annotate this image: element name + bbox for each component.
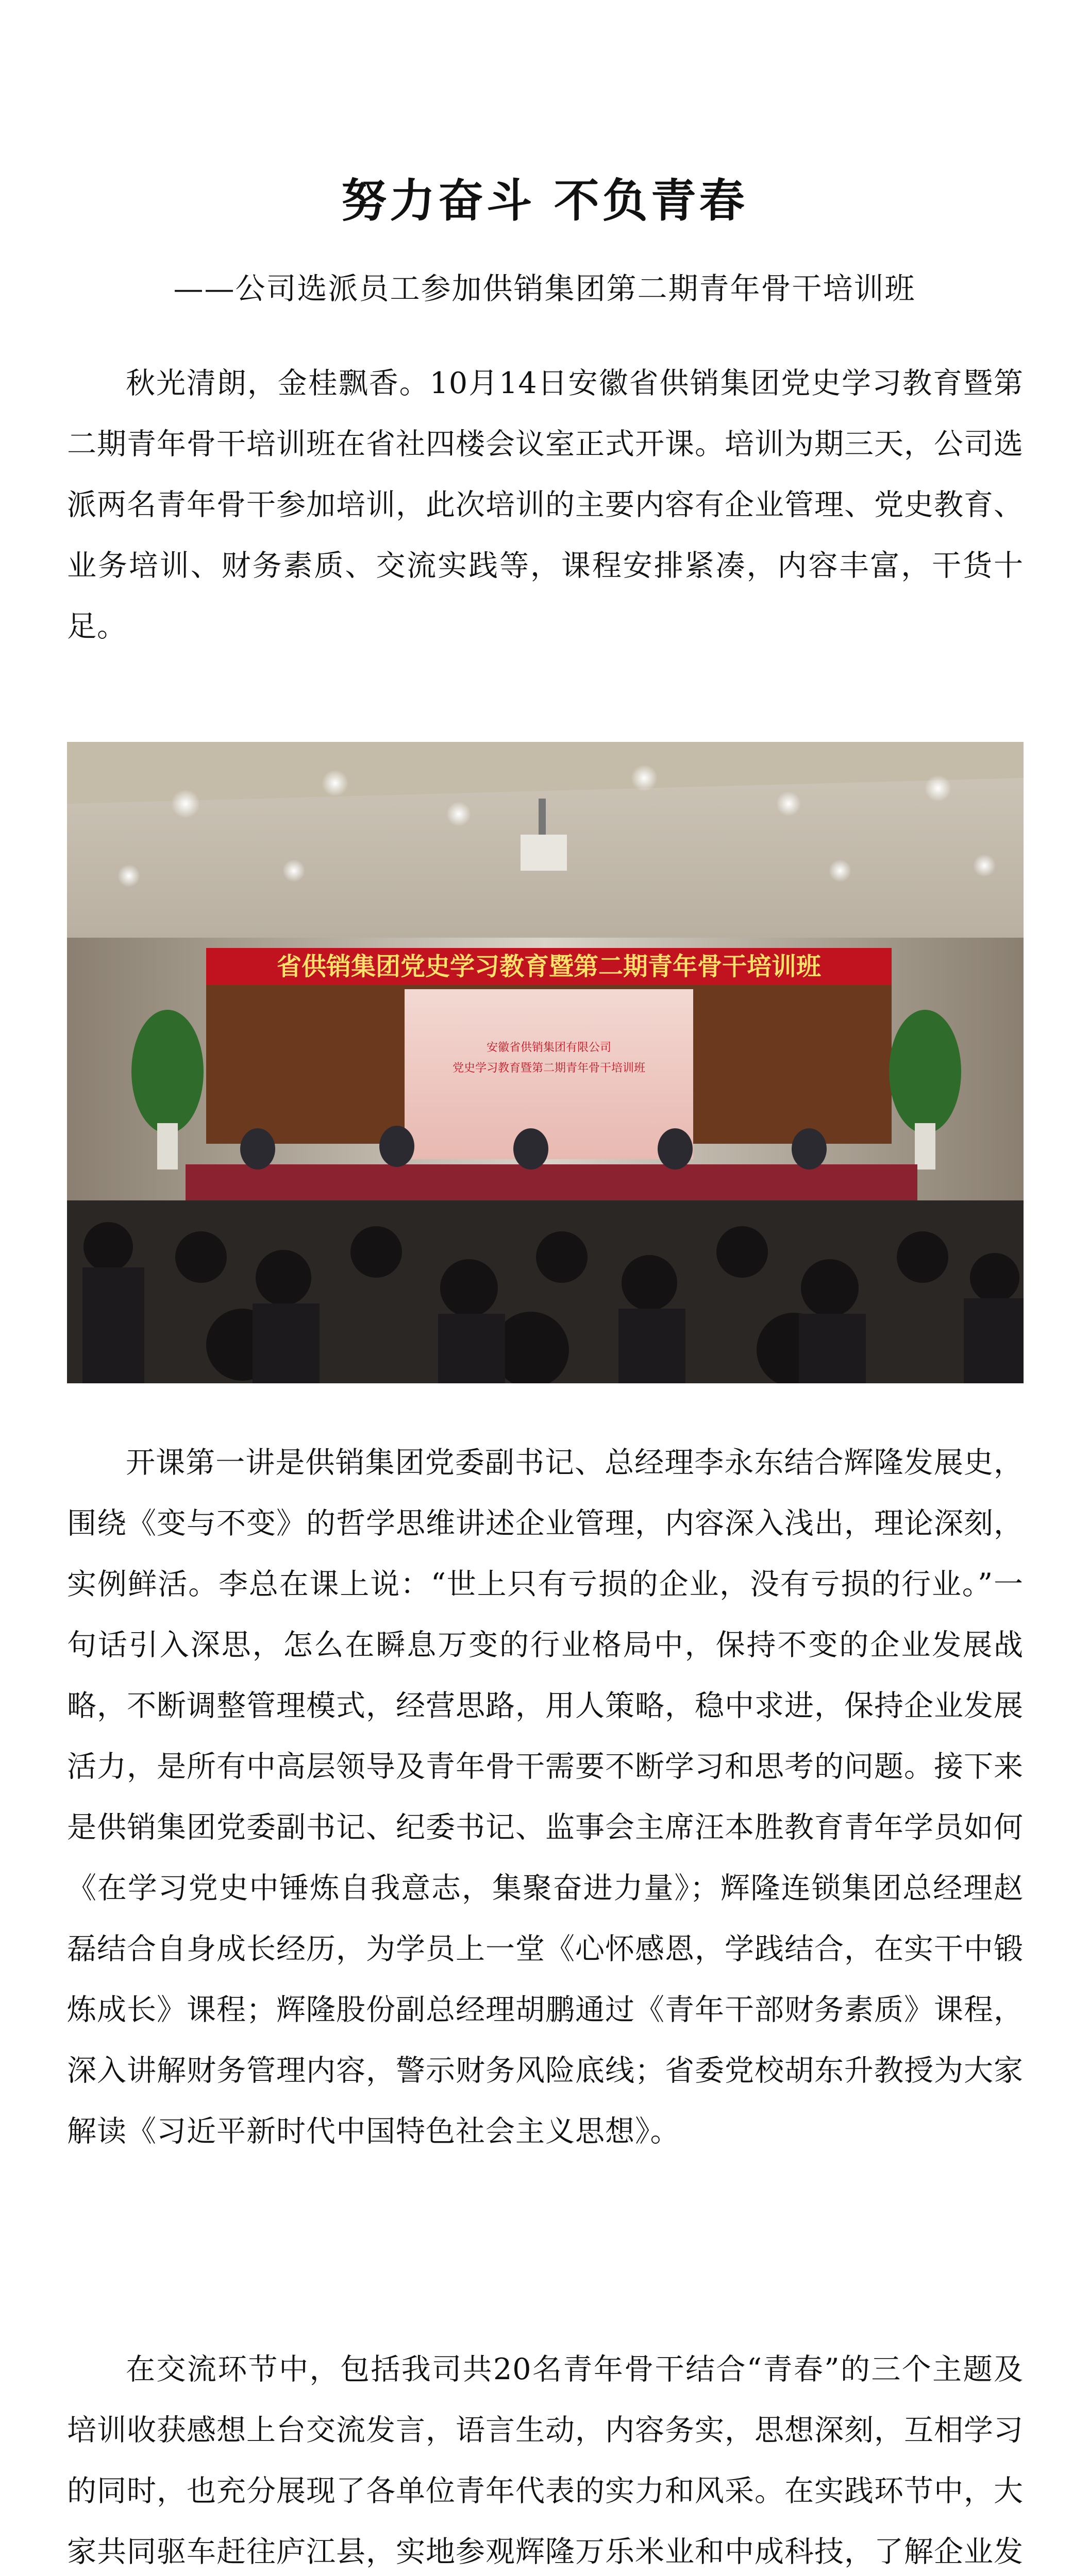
banner-text: 省供销集团党史学习教育暨第二期青年骨干培训班 [276, 952, 822, 981]
meeting-photo [67, 742, 1024, 1383]
article-subtitle: ——公司选派员工参加供销集团第二期青年骨干培训班 [173, 271, 916, 306]
paragraph-exchange: 在交流环节中，包括我司共20名青年骨干结合“青春”的三个主题及培训收获感想上台交流发言，语言生动，内容务实，思想深刻，互相学习的同时，也充分展现了各单位青年代表的实力和风采。在实践环节中，大家共同驱车赶往庐江县，实地参观辉隆万乐米业和中成科技，了解企业发 [67, 2352, 1024, 2569]
projector [521, 835, 567, 871]
head-table [186, 1164, 917, 1200]
screen-line2: 党史学习教育暨第二期青年骨干培训班 [452, 1062, 646, 1075]
paragraph-intro: 秋光清朗，金桂飘香。10月14日安徽省供销集团党史学习教育暨第二期青年骨干培训班在省社四楼会议室正式开课。培训为期三天，公司选派两名青年骨干参加培训，此次培训的主要内容有企业管理、党史教育、业务培训、财务素质、交流实践等，课程安排紧凑，内容丰富，干货十足。 [67, 366, 1024, 643]
paragraph-lectures: 开课第一讲是供销集团党委副书记、总经理李永东结合辉隆发展史，围绕《变与不变》的哲学思维讲述企业管理，内容深入浅出，理论深刻，实例鲜活。李总在课上说：“世上只有亏损的企业，没有亏损的行业。”一句话引入深思，怎么在瞬息万变的行业格局中，保持不变的企业发展战略，不断调整管理模式，经营思路，用人策略，稳中求进，保持企业发展活力，是所有中高层领导及青年骨干需要不断学习和思考的问题。接下来是供销集团党委副书记、纪委书记、监事会主席汪本胜教育青年学员如何《在学习党史中锤炼自我意志，集聚奋进力量》；辉隆连锁集团总经理赵磊结合自身成长经历，为学员上一堂《心怀感恩，学践结合，在实干中锻炼成长》课程；辉隆股份副总经理胡鹏通过《青年干部财务素质》课程，深入讲解财务管理内容，警示财务风险底线；省委党校胡东升教授为大家解读《习近平新时代中国特色社会主义思想》。 [67, 1446, 1024, 2148]
article-title: 努力奋斗 不负青春 [341, 174, 748, 227]
screen-line1: 安徽省供销集团有限公司 [486, 1041, 612, 1054]
